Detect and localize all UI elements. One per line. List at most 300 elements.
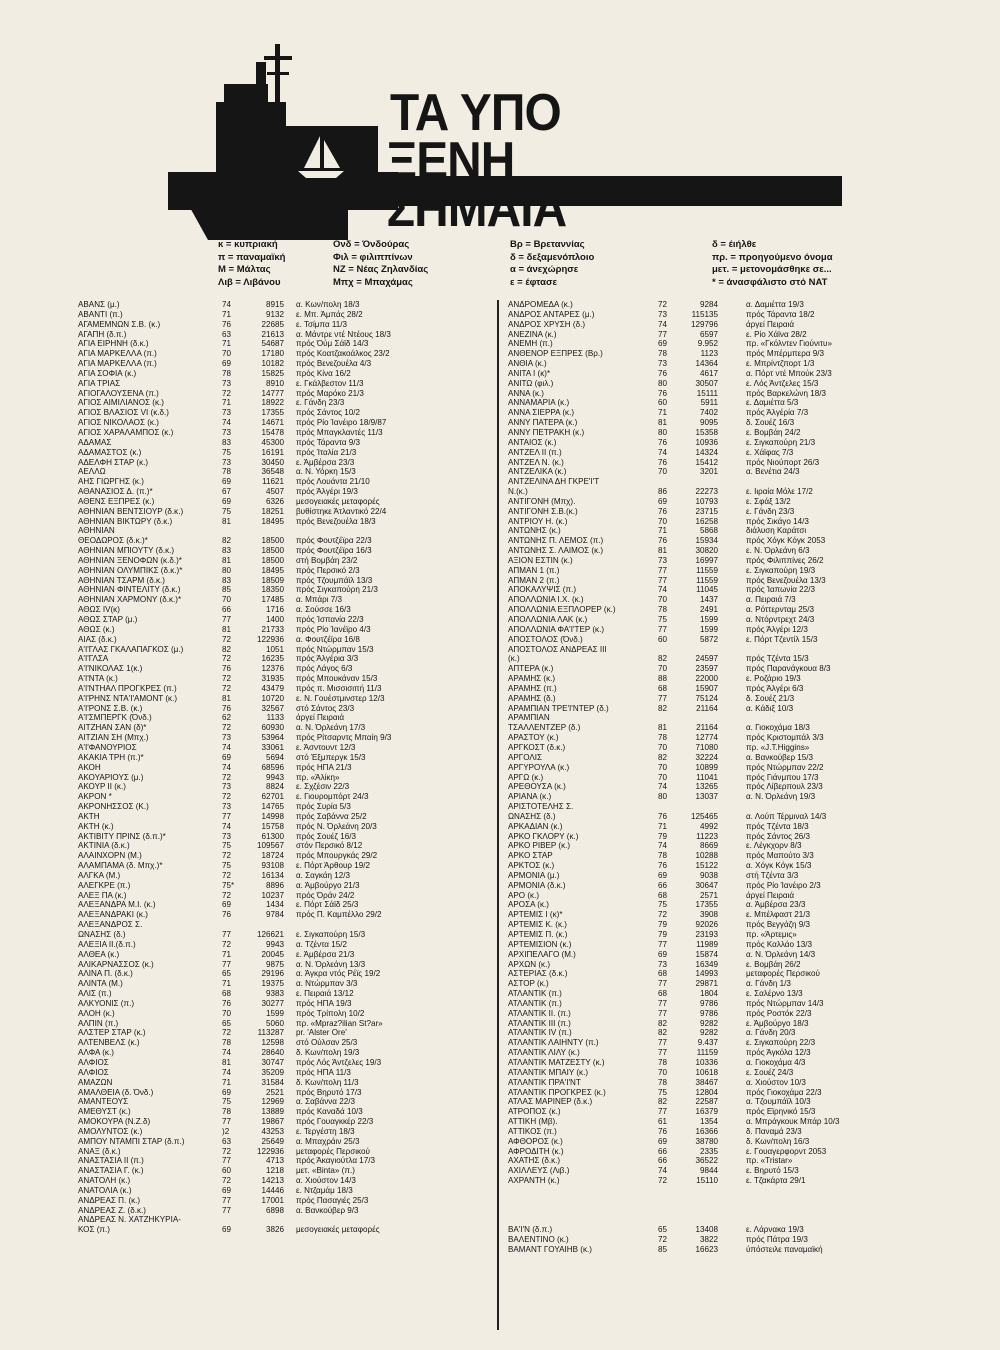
- build-year: 78: [222, 1107, 232, 1117]
- tonnage: 30820: [695, 546, 718, 556]
- table-row: [508, 773, 938, 783]
- ship-name: Α'Ι'ΝΤΑ (κ.): [78, 674, 118, 684]
- tonnage: 1051: [265, 644, 284, 654]
- build-year: 78: [658, 1077, 668, 1087]
- ship-name: ΑΠΟΛΛΩΝΙΑ ΕΞΠΛΟΡΕΡ (κ.): [508, 605, 616, 615]
- build-year: 76: [658, 388, 668, 398]
- ship-name: ΑΛΦΙΟΣ: [78, 1067, 109, 1077]
- ship-name: ΑΤΡΟΠΟΣ (κ.): [508, 1107, 561, 1117]
- table-row: [508, 566, 938, 576]
- tonnage: 9282: [699, 1018, 718, 1028]
- voyage-status: πρός Άκαγιούτλα 17/3: [296, 1156, 375, 1166]
- build-year: 71: [658, 526, 668, 536]
- voyage-status: δ. Παναμά 23/3: [746, 1126, 802, 1136]
- table-row: [78, 999, 496, 1009]
- voyage-status: πρός Σάντος 10/2: [296, 408, 361, 418]
- voyage-status: πρός Καναδά 10/3: [296, 1107, 363, 1117]
- voyage-status: πρ. «J.T.Higgins»: [746, 742, 810, 752]
- table-row: [78, 1225, 496, 1235]
- tonnage: 10182: [261, 359, 284, 369]
- ship-name: ΑΛΦΙΟΣ: [78, 1057, 109, 1067]
- ship-name: ΑΤΛΑΝΤΙΚ ΛΑΙΗΝΤΥ (π.): [508, 1038, 599, 1048]
- tonnage: 122936: [256, 634, 284, 644]
- build-year: 60: [658, 398, 668, 408]
- tonnage: 14671: [261, 418, 284, 428]
- tonnage: 18350: [261, 585, 284, 595]
- build-year: 72: [658, 910, 668, 920]
- ship-name: ΑΚΤΗ (κ.): [78, 821, 114, 831]
- voyage-status: α. Πειραιά 7/3: [746, 595, 796, 605]
- tonnage: 14765: [261, 802, 284, 812]
- voyage-status: ε. Γουαγερφορντ 2053: [746, 1146, 827, 1156]
- table-row: [508, 704, 938, 714]
- voyage-status: ε. Σφάξ 13/2: [746, 496, 791, 506]
- tonnage: 10899: [695, 762, 718, 772]
- ship-name: ΩΝΑΣΗΣ (δ.): [508, 811, 556, 821]
- tonnage: 22000: [695, 674, 718, 684]
- ship-name: ΑΡΚΟ ΡΙΒΕΡ (κ.): [508, 841, 571, 851]
- table-row: [508, 1235, 938, 1245]
- table-row: [508, 310, 938, 320]
- legend-entry: π = παναμαϊκή: [218, 251, 286, 263]
- voyage-status: πρός Άλγέρι 12/3: [746, 624, 808, 634]
- build-year: 73: [222, 378, 232, 388]
- ship-name: ΑΞΙΟΝ ΕΣΤΙΝ (κ.): [508, 555, 573, 565]
- table-row: [78, 379, 496, 389]
- tonnage: 3822: [699, 1234, 718, 1244]
- tonnage: 24597: [695, 654, 718, 664]
- tonnage: 38467: [695, 1077, 718, 1087]
- tonnage: 16349: [695, 959, 718, 969]
- tonnage: 25649: [261, 1136, 284, 1146]
- ship-name: Α'Ι'ΡΗΝΣ ΝΤΑ'Ι'ΑΜΟΝΤ (κ.): [78, 693, 178, 703]
- voyage-status: πρός Φουτζέϊρα 16/3: [296, 546, 372, 556]
- voyage-status: πρός Όύμ Σάϊδ 14/3: [296, 339, 369, 349]
- tonnage: 9.952: [697, 339, 718, 349]
- legend-entry: Ονδ = Όνδούρας: [333, 239, 410, 250]
- build-year: 70: [658, 516, 668, 526]
- voyage-status: ε. Άμβέρσα 23/3: [296, 457, 355, 467]
- ship-name: ΑΝΔΡΕΑΣ Π. (κ.): [78, 1195, 141, 1205]
- build-year: 69: [222, 1087, 232, 1097]
- tonnage: 92026: [695, 920, 718, 930]
- table-row: [78, 782, 496, 792]
- build-year: 70: [222, 595, 232, 605]
- table-row: [78, 576, 496, 586]
- tonnage: 18922: [261, 398, 284, 408]
- ship-name: Α'Ι'ΓΛΑΣ ΓΚΑΛΑΠΑΓΚΟΣ (μ.): [78, 644, 184, 654]
- build-year: 73: [658, 555, 668, 565]
- table-row: [508, 713, 938, 723]
- ship-name: ΑΔΑΜΑΣΤΟΣ (κ.): [78, 447, 142, 457]
- voyage-status: ε. Γάνδη 23/3: [746, 506, 795, 516]
- table-row: [508, 1156, 938, 1166]
- voyage-status: πρός Γιάνμπου 17/3: [746, 772, 819, 782]
- ship-name: ΑΡΤΕΜΙΣΙΟΝ (κ.): [508, 939, 572, 949]
- tonnage: 11621: [262, 477, 284, 487]
- voyage-status: πρός Ίταλία 21/3: [296, 447, 357, 457]
- tonnage: 1599: [699, 624, 718, 634]
- build-year: 77: [658, 1107, 668, 1117]
- table-row: [78, 871, 496, 881]
- tonnage: 31935: [261, 674, 284, 684]
- voyage-status: ε. Χάϊφας 7/3: [746, 447, 794, 457]
- build-year: 69: [222, 900, 232, 910]
- tonnage: 109567: [256, 841, 284, 851]
- voyage-status: πρός Όράν 24/2: [296, 890, 355, 900]
- ship-name: ΑΝΘΕΝΟΡ ΕΞΠΡΕΣ (Βρ.): [508, 349, 603, 359]
- table-row: [508, 851, 938, 861]
- tonnage: 38780: [695, 1136, 718, 1146]
- ship-name: ΑΜΑΝΤΕΟΥΣ: [78, 1097, 129, 1107]
- ship-name: ΑΓΙΟΣ ΑΙΜΙΛΙΑΝΟΣ (κ.): [78, 398, 164, 408]
- ship-name: ΑΝΑΣΤΑΣΙΑ Γ. (κ.): [78, 1166, 144, 1176]
- ship-name: ΑΘΩΣ ΣΤΑΡ (μ.): [78, 615, 138, 624]
- tonnage: 17355: [695, 900, 718, 910]
- build-year: 85: [658, 1244, 668, 1254]
- tonnage: 4713: [265, 1156, 284, 1166]
- voyage-status: ε. Άμβούργο 18/3: [746, 1018, 809, 1028]
- build-year: )2: [222, 1126, 230, 1136]
- build-year: 63: [222, 329, 232, 339]
- tonnage: 33061: [261, 742, 284, 752]
- voyage-status: ε. Ν. Όρλεάνη 6/3: [746, 546, 810, 556]
- ship-name: ΑΤΛΑΝΤΙΚ ΜΠΑΙΥ (κ.): [508, 1067, 589, 1077]
- table-row: [78, 645, 496, 655]
- table-row: [78, 1117, 496, 1127]
- voyage-status: πρός Σάντος 26/3: [746, 831, 811, 841]
- build-year: 73: [222, 782, 232, 792]
- table-row: [78, 1078, 496, 1088]
- table-row: [508, 536, 938, 546]
- tonnage: 4507: [265, 487, 284, 497]
- tonnage: 9786: [699, 1008, 718, 1018]
- tonnage: 53964: [261, 733, 284, 743]
- table-row: [78, 753, 496, 763]
- build-year: 74: [658, 585, 668, 595]
- table-row: [78, 1058, 496, 1068]
- table-row: [78, 300, 496, 310]
- build-year: 77: [222, 959, 232, 969]
- table-row: [508, 694, 938, 704]
- voyage-status: μεσογειακές μεταφορές: [296, 1225, 380, 1235]
- tonnage: 8915: [265, 300, 284, 309]
- voyage-status: ε. Γάνδη 23/3: [296, 398, 345, 408]
- voyage-status: α. Ντόρντρεχτ 24/3: [746, 615, 815, 624]
- tonnage: 9844: [699, 1166, 718, 1176]
- tonnage: 129796: [690, 319, 718, 329]
- table-row: [78, 664, 496, 674]
- tonnage: 9784: [265, 910, 284, 920]
- build-year: 85: [222, 585, 232, 595]
- ship-name: ΑΝΤΙΓΟΝΗ (Μπχ).: [508, 496, 576, 506]
- tonnage: 30507: [695, 378, 718, 388]
- table-row: [78, 841, 496, 851]
- tonnage: 1123: [700, 349, 718, 359]
- tonnage: 29871: [695, 979, 718, 989]
- ship-name: ΑΤΛΑΝΤΙΚ ΠΡΟΓΚΡΕΣ (κ.): [508, 1087, 606, 1097]
- voyage-status: μεταφορές Περσικού: [296, 1146, 370, 1156]
- voyage-status: ε. Σιγκαπούρη 19/3: [746, 565, 816, 575]
- table-row: [508, 1176, 938, 1186]
- tonnage: 8910: [265, 378, 284, 388]
- tonnage: 60930: [261, 723, 284, 733]
- ship-name: ΑΡΚΟ ΣΤΑΡ: [508, 851, 553, 861]
- ship-name: ΑΡΑΜΗΣ (δ.): [508, 693, 556, 703]
- table-row: [508, 812, 938, 822]
- build-year: 82: [658, 1018, 668, 1028]
- tonnage: 16997: [695, 555, 718, 565]
- table-row: [508, 330, 938, 340]
- voyage-status: διάλυση Καράτσι: [746, 526, 807, 536]
- table-row: [78, 497, 496, 507]
- ship-name: ΑΠΟΣΤΟΛΟΣ (Όνδ.): [508, 634, 583, 644]
- ship-table-right: [508, 300, 938, 1254]
- build-year: 81: [222, 1057, 232, 1067]
- ship-name: ΑΦΘΟΡΟΣ (κ.): [508, 1136, 563, 1146]
- voyage-status: δ. Κων/πολη 19/3: [296, 1048, 360, 1058]
- voyage-status: μεσογειακές μεταφορές: [296, 496, 380, 506]
- table-row: [78, 467, 496, 477]
- ship-name: ΑΡΑΣΤΟΥ (κ.): [508, 733, 559, 743]
- build-year: 73: [222, 831, 232, 841]
- tonnage: 15907: [695, 683, 718, 693]
- legend-entry: Βρ = Βρεταννίας: [510, 239, 585, 250]
- tonnage: 17355: [261, 408, 284, 418]
- table-row: [78, 1019, 496, 1029]
- build-year: 74: [658, 447, 668, 457]
- tonnage: 15874: [695, 949, 718, 959]
- build-year: 72: [222, 792, 232, 802]
- ship-name: ΑΝΤΙΓΟΝΗ Σ.Β.(κ.): [508, 506, 578, 516]
- build-year: 70: [658, 772, 668, 782]
- page-title: [386, 84, 666, 238]
- voyage-status: ε. Βομβάη 26/2: [746, 959, 801, 969]
- table-row: [508, 576, 938, 586]
- voyage-status: πρός Μπέρμπερα 9/3: [746, 349, 825, 359]
- ship-name: ΑΜΟΛΥΝΤΟΣ (κ.): [78, 1126, 143, 1136]
- build-year: 72: [222, 890, 232, 900]
- ship-name: ΑΘΕΝΣ ΕΞΠΡΕΣ (κ.): [78, 496, 155, 506]
- voyage-status: α. Άμβέρσα 23/3: [746, 900, 806, 910]
- voyage-status: πρός Βενεζουέλα 18/3: [296, 516, 376, 526]
- ship-name: ΑΜΟΚΟΥΡΑ (Ν.Ζ.δ): [78, 1117, 151, 1127]
- ship-name: ΒΑΜΑΝΤ ΓΟΥΑΙΗΒ (κ.): [508, 1244, 592, 1254]
- ship-name: ΑΝΝΑ (κ.): [508, 388, 544, 398]
- tonnage: 10936: [695, 437, 718, 447]
- ship-name: ΑΘΗΝΙΑΝ ΒΕΝΤΣΙΟΥΡ (δ.κ.): [78, 506, 184, 516]
- tonnage: 18500: [261, 536, 284, 546]
- ship-name: ΑΛΘΕΑ (κ.): [78, 949, 120, 959]
- ship-name: ΑΛΠΙΝ (π.): [78, 1018, 119, 1028]
- build-year: 83: [222, 575, 232, 585]
- table-row: [508, 664, 938, 674]
- tonnage: 5060: [265, 1018, 284, 1028]
- ship-name: ΑΝΑΤΟΛΗ (κ.): [78, 1176, 131, 1186]
- voyage-status: πρός ΗΠΑ 19/3: [296, 998, 352, 1008]
- build-year: 74: [658, 782, 668, 792]
- build-year: 76: [658, 437, 668, 447]
- table-row: [508, 802, 938, 812]
- tonnage: 1804: [699, 989, 718, 999]
- table-row: [508, 497, 938, 507]
- ship-name: ΑΦΡΟΔΙΤΗ (κ.): [508, 1146, 564, 1156]
- build-year: 72: [222, 939, 232, 949]
- voyage-status: πρός Κοατζακοάλκος 23/2: [296, 349, 390, 359]
- table-row: [78, 960, 496, 970]
- table-row: [78, 1166, 496, 1176]
- tonnage: 16623: [695, 1244, 718, 1254]
- table-row: [78, 339, 496, 349]
- voyage-status: α. Μπράγκουκ Μπάρ 10/3: [746, 1117, 840, 1127]
- build-year: 81: [658, 546, 668, 556]
- voyage-status: α. Δαμιέττα 19/3: [746, 300, 804, 309]
- build-year: 68: [658, 683, 668, 693]
- ship-name: ΑΤΤΙΚΟΣ (π.): [508, 1126, 557, 1136]
- table-row: [78, 723, 496, 733]
- build-year: 73: [658, 959, 668, 969]
- voyage-status: πρός Κριστομπάλ 3/3: [746, 733, 824, 743]
- table-row: [508, 359, 938, 369]
- tonnage: 8824: [265, 782, 284, 792]
- tonnage: 13037: [695, 792, 718, 802]
- ship-name: ΑΛΕΞ ΠΑ (κ.): [78, 890, 127, 900]
- tonnage: 19375: [261, 979, 284, 989]
- legend-column: [510, 239, 594, 289]
- voyage-status: α. Τζέντα 15/2: [296, 939, 347, 949]
- table-row: [508, 1166, 938, 1176]
- table-row: [508, 841, 938, 851]
- tonnage: 1437: [699, 595, 718, 605]
- ship-name: ΑΝΤΩΝΗΣ (κ.): [508, 526, 561, 536]
- ship-name: ΑΝΝΑΜΑΡΙΑ (κ.): [508, 398, 570, 408]
- table-row: [508, 960, 938, 970]
- voyage-status: πρός ΗΠΑ 21/3: [296, 762, 352, 772]
- table-row: [508, 1127, 938, 1137]
- build-year: 78: [222, 368, 232, 378]
- tonnage: 8669: [699, 841, 718, 851]
- voyage-status: ε. Σιγκαπούρη 15/3: [296, 930, 366, 939]
- table-row: [508, 389, 938, 399]
- voyage-status: πρός Άλγέρια 3/3: [296, 654, 359, 664]
- tonnage: 6326: [265, 496, 284, 506]
- ship-name: ΑΝΔΡΟΣ ΧΡΥΣΗ (δ.): [508, 319, 586, 329]
- table-row: [78, 684, 496, 694]
- ship-name: ΑΝΑΞ (δ.κ.): [78, 1146, 121, 1156]
- tonnage: 9.437: [697, 1038, 718, 1048]
- table-row: [508, 1245, 938, 1255]
- ship-name: ΑΓΙΟΣ ΝΙΚΟΛΑΟΣ (κ.): [78, 418, 159, 428]
- ship-name: ΑΝΑΤΟΛΙΑ (κ.): [78, 1185, 132, 1195]
- tonnage: 5872: [699, 634, 718, 644]
- table-row: [508, 910, 938, 920]
- voyage-status: πρός Άλγέρι 19/3: [296, 487, 358, 497]
- voyage-status: πρός Εϊρηνικό 15/3: [746, 1107, 816, 1117]
- ship-name: ΑΘΗΝΙΑΝ ΟΛΥΜΠΙΚΣ (δ.κ.)*: [78, 565, 183, 575]
- table-row: [78, 526, 496, 536]
- ship-name: ΑΚΟΥΡ II (κ.): [78, 782, 126, 792]
- ship-name: ΑΚΤΗ: [78, 811, 100, 821]
- voyage-status: πρός ΗΠΑ 11/3: [296, 1067, 351, 1077]
- build-year: 66: [658, 880, 668, 890]
- table-row: [508, 979, 938, 989]
- voyage-status: στό Σάντος 23/3: [296, 703, 355, 713]
- tonnage: 14213: [261, 1176, 284, 1186]
- tonnage: 15110: [696, 1176, 718, 1186]
- build-year: 69: [222, 359, 232, 369]
- build-year: 68: [658, 969, 668, 979]
- voyage-status: ε. Δαμιέττα 5/3: [746, 398, 799, 408]
- build-year: 82: [222, 644, 232, 654]
- build-year: 70: [658, 595, 668, 605]
- tonnage: 32224: [695, 752, 718, 762]
- ship-name: ΑΠΟΣΤΟΛΟΣ ΑΝΔΡΕΑΣ III: [508, 644, 607, 654]
- build-year: 67: [222, 487, 232, 497]
- voyage-status: στό Έξμπεργκ 15/3: [296, 752, 366, 762]
- table-row: [508, 1117, 938, 1127]
- build-year: 77: [658, 329, 668, 339]
- ship-name: ΑΙΤΖΗΑΝ ΣΑΝ (δ)*: [78, 723, 147, 733]
- voyage-status: ε. Σιγκαπούρη 22/3: [746, 1038, 816, 1048]
- table-row: [508, 871, 938, 881]
- ship-name: ΑΝΙΤΩ (φιλ.): [508, 378, 554, 388]
- ship-name: ΑΡΚΑΔΙΑΝ (κ.): [508, 821, 563, 831]
- ship-name: ΑΛΦΑ (κ.): [78, 1048, 114, 1058]
- ship-name: ΑΚΤΙΝΙΑ (δ.κ.): [78, 841, 130, 851]
- voyage-status: πρός Λουάντα 21/10: [296, 477, 370, 487]
- ship-name: ΑΠΜΑΝ 1 (π.): [508, 565, 560, 575]
- build-year: 74: [222, 1048, 232, 1058]
- voyage-status: α. Πόρτ ντέ Μπούκ 23/3: [746, 368, 832, 378]
- build-year: 72: [222, 1028, 232, 1038]
- table-row: [508, 605, 938, 615]
- ship-name: ΑΝΔΡΕΑΣ Ζ. (δ.κ.): [78, 1205, 146, 1215]
- table-row: [508, 1058, 938, 1068]
- voyage-status: ε. Γιουρομπόρτ 24/3: [296, 792, 369, 802]
- ship-name: ΑΡΧΩΝ (κ.): [508, 959, 551, 969]
- build-year: 80: [658, 378, 668, 388]
- build-year: 68: [658, 890, 668, 900]
- table-row: [508, 379, 938, 389]
- ship-name: ΑΤΛΑΣ ΜΑΡΙΝΕΡ (δ.κ.): [508, 1097, 593, 1107]
- table-row: [78, 704, 496, 714]
- voyage-status: πρ. «Tristar»: [746, 1156, 793, 1166]
- ship-name: ΑΝΤΩΝΗΣ Π. ΛΕΜΟΣ (π.): [508, 536, 604, 546]
- ship-name: ΑΒΑΝΤΙ (π.): [78, 309, 123, 319]
- ship-name: ΑΝΔΡΟΣ ΑΝΤΑΡΕΣ (μ.): [508, 309, 595, 319]
- build-year: 72: [222, 388, 232, 398]
- voyage-status: στή Βομβάη 23/2: [296, 555, 358, 565]
- title-line-2: ΞΕΝΗ ΣΗΜΑΙΑ: [386, 132, 567, 238]
- ship-name: ΑΡΟ (κ.): [508, 890, 540, 900]
- ship-name: (κ.): [508, 654, 520, 664]
- build-year: 77: [222, 1117, 232, 1127]
- table-row: [78, 408, 496, 418]
- build-year: 77: [222, 811, 232, 821]
- legend-entry: Μ = Μάλτας: [218, 264, 271, 275]
- voyage-status: ε. Βηρυτό 15/3: [746, 1166, 799, 1176]
- table-row: [508, 684, 938, 694]
- voyage-status: α. Ν. Όρλεάνη 14/3: [746, 949, 816, 959]
- tonnage: 122936: [256, 1146, 284, 1156]
- build-year: 81: [222, 693, 232, 703]
- tonnage: 13408: [695, 1224, 718, 1234]
- ship-name: ΑΝΔΡΟΜΕΔΑ (κ.): [508, 300, 573, 309]
- legend-entry: Φιλ = φιλιππίνων: [333, 251, 413, 263]
- tonnage: 9284: [699, 300, 718, 309]
- table-row: [78, 1068, 496, 1078]
- table-row: [78, 487, 496, 497]
